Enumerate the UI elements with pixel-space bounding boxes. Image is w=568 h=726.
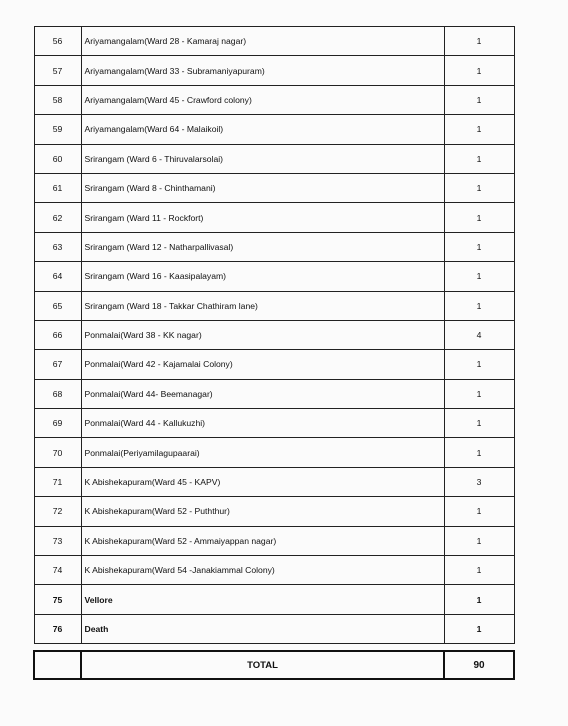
area-cell: K Abishekapuram(Ward 54 -Janakiammal Colony) — [81, 556, 444, 585]
count-cell: 1 — [444, 85, 514, 114]
serial-number-cell: 60 — [34, 144, 81, 173]
table-row — [34, 409, 514, 438]
serial-number-cell: 63 — [34, 232, 81, 261]
serial-number-cell: 61 — [34, 173, 81, 202]
total-value: 90 — [444, 651, 514, 679]
serial-number-cell: 76 — [34, 614, 81, 643]
count-cell: 1 — [444, 56, 514, 85]
count-cell: 1 — [444, 173, 514, 202]
serial-number-cell: 73 — [34, 526, 81, 555]
serial-number-cell: 65 — [34, 291, 81, 320]
serial-number-cell: 69 — [34, 409, 81, 438]
count-cell: 1 — [444, 291, 514, 320]
table-row — [34, 526, 514, 555]
area-cell: K Abishekapuram(Ward 45 - KAPV) — [81, 467, 444, 496]
serial-number-cell: 59 — [34, 115, 81, 144]
serial-number-cell: 70 — [34, 438, 81, 467]
area-cell: Vellore — [81, 585, 444, 614]
area-cell: Srirangam (Ward 8 - Chinthamani) — [81, 173, 444, 202]
count-cell: 1 — [444, 350, 514, 379]
serial-number-cell: 72 — [34, 497, 81, 526]
area-cell: Ariyamangalam(Ward 64 - Malaikoil) — [81, 115, 444, 144]
count-cell: 1 — [444, 556, 514, 585]
table-row — [34, 320, 514, 349]
area-cell: Srirangam (Ward 6 - Thiruvalarsolai) — [81, 144, 444, 173]
serial-number-cell: 56 — [34, 27, 81, 56]
serial-number-cell: 68 — [34, 379, 81, 408]
area-cell: Ponmalai(Ward 42 - Kajamalai Colony) — [81, 350, 444, 379]
count-cell: 1 — [444, 585, 514, 614]
total-label: TOTAL — [81, 651, 444, 679]
serial-number-cell: 74 — [34, 556, 81, 585]
ward-case-table — [33, 26, 515, 680]
table-row — [34, 115, 514, 144]
table-row — [34, 585, 514, 614]
serial-number-cell: 67 — [34, 350, 81, 379]
area-cell: Ponmalai(Ward 44 - Kallukuzhi) — [81, 409, 444, 438]
area-cell: K Abishekapuram(Ward 52 - Ammaiyappan nagar) — [81, 526, 444, 555]
table-row — [34, 556, 514, 585]
table-row — [34, 27, 514, 56]
count-cell: 1 — [444, 232, 514, 261]
area-cell: Ponmalai(Ward 38 - KK nagar) — [81, 320, 444, 349]
table-row — [34, 379, 514, 408]
total-row — [34, 651, 514, 679]
count-cell: 1 — [444, 262, 514, 291]
count-cell: 1 — [444, 144, 514, 173]
count-cell: 1 — [444, 497, 514, 526]
area-cell: Srirangam (Ward 16 - Kaasipalayam) — [81, 262, 444, 291]
area-cell: Srirangam (Ward 11 - Rockfort) — [81, 203, 444, 232]
count-cell: 1 — [444, 409, 514, 438]
serial-number-cell: 64 — [34, 262, 81, 291]
area-cell: Ariyamangalam(Ward 33 - Subramaniyapuram) — [81, 56, 444, 85]
table-row — [34, 262, 514, 291]
area-cell: Ponmalai(Periyamilagupaarai) — [81, 438, 444, 467]
count-cell: 1 — [444, 27, 514, 56]
serial-number-cell: 58 — [34, 85, 81, 114]
serial-number-cell: 66 — [34, 320, 81, 349]
table-row — [34, 203, 514, 232]
table-row — [34, 144, 514, 173]
table-row — [34, 467, 514, 496]
table-spacer — [34, 644, 514, 652]
count-cell: 4 — [444, 320, 514, 349]
count-cell: 1 — [444, 438, 514, 467]
area-cell: Srirangam (Ward 12 - Natharpallivasal) — [81, 232, 444, 261]
count-cell: 1 — [444, 526, 514, 555]
area-cell: Ariyamangalam(Ward 45 - Crawford colony) — [81, 85, 444, 114]
area-cell: Srirangam (Ward 18 - Takkar Chathiram lane) — [81, 291, 444, 320]
count-cell: 1 — [444, 203, 514, 232]
area-cell: Death — [81, 614, 444, 643]
table-row — [34, 438, 514, 467]
area-cell: Ariyamangalam(Ward 28 - Kamaraj nagar) — [81, 27, 444, 56]
table-row — [34, 291, 514, 320]
table-body — [34, 27, 514, 680]
table-row — [34, 350, 514, 379]
count-cell: 1 — [444, 115, 514, 144]
serial-number-cell: 57 — [34, 56, 81, 85]
count-cell: 1 — [444, 379, 514, 408]
count-cell: 1 — [444, 614, 514, 643]
table-row — [34, 85, 514, 114]
table-row — [34, 56, 514, 85]
table-row — [34, 173, 514, 202]
count-cell: 3 — [444, 467, 514, 496]
table-row — [34, 614, 514, 643]
serial-number-cell: 71 — [34, 467, 81, 496]
table-row — [34, 232, 514, 261]
total-blank-cell — [34, 651, 81, 679]
serial-number-cell: 62 — [34, 203, 81, 232]
area-cell: Ponmalai(Ward 44- Beemanagar) — [81, 379, 444, 408]
area-cell: K Abishekapuram(Ward 52 - Puththur) — [81, 497, 444, 526]
table-row — [34, 497, 514, 526]
serial-number-cell: 75 — [34, 585, 81, 614]
